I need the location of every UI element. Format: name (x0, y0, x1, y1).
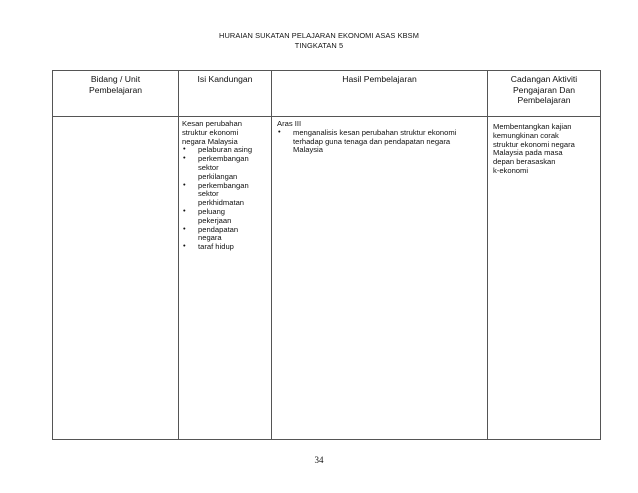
bullet-icon: • (278, 126, 281, 136)
bullet-icon: • (183, 205, 186, 215)
list-item: • perkembangan sektor perkhidmatan (183, 179, 249, 208)
list-item: • pendapatan negara (183, 223, 239, 243)
list-item: • perkembangan sektor perkilangan (183, 153, 249, 181)
bullet-icon: • (183, 241, 186, 251)
column-header-activities: Cadangan Aktiviti Pengajaran Dan Pembelajaran (488, 71, 601, 117)
bullet-icon: • (183, 223, 186, 233)
syllabus-table (52, 70, 601, 440)
page-number: 34 (314, 455, 324, 465)
list-item: • peluang pekerjaan (183, 205, 232, 225)
outcomes-cell (272, 117, 488, 440)
content-cell (179, 117, 272, 440)
column-header-content: Isi Kandungan (179, 71, 272, 117)
bullet-icon: • (183, 144, 186, 154)
bullet-icon: • (183, 153, 186, 163)
unit-cell (53, 117, 179, 440)
table-header-row (53, 71, 601, 117)
content-list (182, 146, 269, 252)
outcomes-list (277, 126, 485, 155)
bullet-icon: • (183, 179, 186, 189)
list-item: • taraf hidup (183, 241, 234, 252)
list-item: • pelaburan asing (183, 144, 253, 155)
column-header-outcomes: Hasil Pembelajaran (272, 71, 488, 117)
content-intro: Kesan perubahan struktur ekonomi negara Malaysia (182, 119, 242, 146)
document-header (0, 31, 638, 50)
list-item: • menganalisis kesan perubahan struktur ekonomi terhadap guna tenaga dan pendapatan negara Malaysia (278, 126, 457, 155)
header-subtitle: TINGKATAN 5 (294, 40, 344, 50)
table-body-row (53, 117, 601, 440)
header-title: HURAIAN SUKATAN PELAJARAN EKONOMI ASAS KBSM (219, 31, 419, 40)
outcome-level: Aras III (277, 119, 302, 128)
activities-cell: Membentangkan kajian kemungkinan corak struktur ekonomi negara Malaysia pada masa depan berasaskan k-ekonomi (488, 117, 601, 440)
column-header-unit: Bidang / Unit Pembelajaran (53, 71, 179, 117)
